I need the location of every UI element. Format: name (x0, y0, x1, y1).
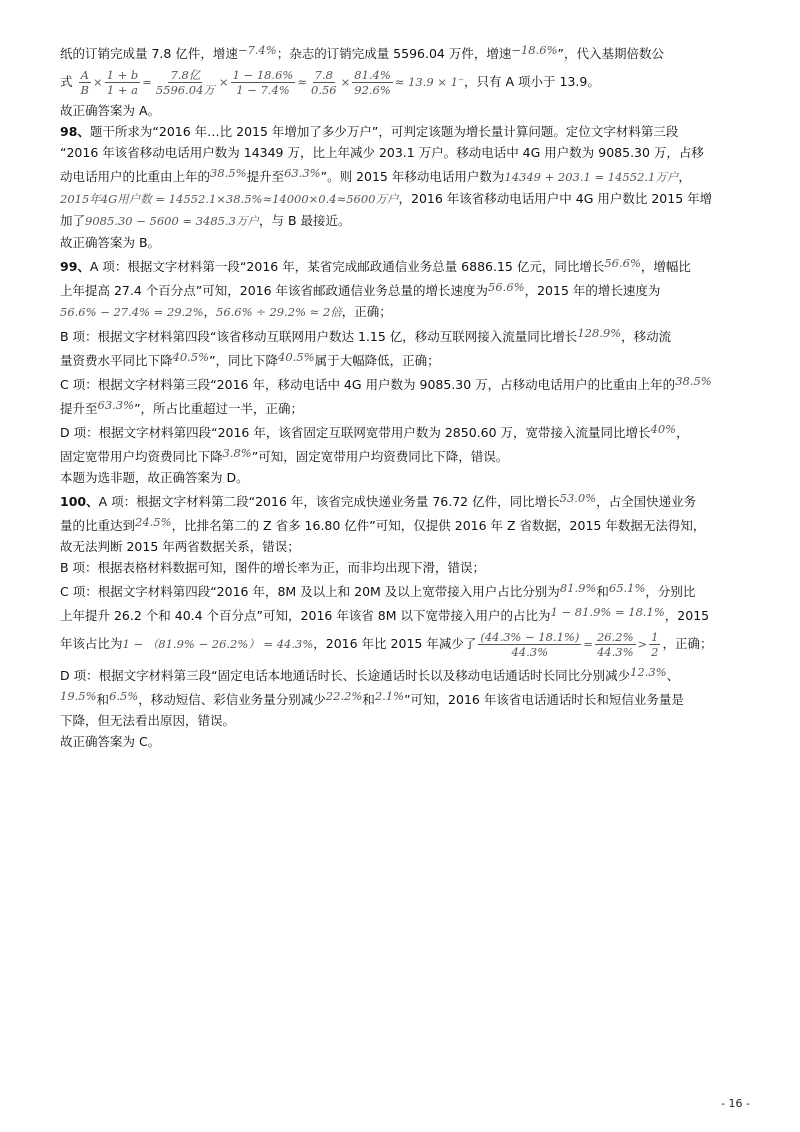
fraction (478, 630, 581, 659)
text-line (60, 210, 750, 232)
text-line (60, 602, 750, 626)
text-line (60, 40, 750, 64)
formula: −7.4% (237, 43, 277, 57)
text: D 项：根据文字材料第四段“2016 年，该省固定互联网宽带用户数为 2850.60 万，宽带接入流量同比增长 (60, 425, 651, 440)
text: 题干所求为“2016 年…比 2015 年增加了多少万户”，可判定该题为增长量计算问题。定位文字材料第三段 (89, 124, 679, 139)
formula: 40% (650, 422, 677, 436)
denominator: 1 + a (106, 83, 138, 97)
formula: 56.6% ÷ 29.2% ≈ 2倍 (216, 305, 342, 319)
text: 上年提升 26.2 个和 40.4 个百分点”可知，2016 年该省 8M 以下宽带接入用户的占比为 (60, 608, 551, 623)
text: ”，所占比重超过一半，正确； (134, 401, 304, 416)
text: 、 (666, 668, 680, 683)
text: 年该占比为 (60, 636, 123, 651)
formula-line (60, 626, 750, 662)
text: ， (203, 304, 217, 319)
numerator: 81.4% (354, 68, 391, 82)
text: 提升至 (60, 401, 98, 416)
text: 固定宽带用户均资费同比下降 (60, 449, 223, 464)
text-line (60, 443, 750, 467)
text: ”。则 2015 年移动电话用户数为 (320, 169, 505, 184)
numerator: 1 − 18.6% (232, 68, 294, 82)
text: B 项：根据文字材料第四段“该省移动互联网用户数达 1.15 亿，移动互联网接入流量同比增长 (60, 329, 578, 344)
text-line (60, 419, 750, 443)
text: ，增幅比 (640, 259, 691, 274)
text: A 项：根据文字材料第二段“2016 年，该省完成快递业务量 76.72 亿件，同比增长 (98, 494, 560, 509)
denominator: B (80, 83, 89, 97)
text: ，移动流 (621, 329, 672, 344)
operator: × (92, 75, 103, 89)
text-line (60, 163, 750, 188)
text: 式 (60, 74, 73, 89)
formula: −18.6% (511, 43, 558, 57)
text: ”可知，2016 年该省电话通话时长和短信业务量是 (404, 692, 684, 707)
text: ，正确； (662, 636, 713, 651)
fraction (79, 68, 91, 97)
text-line: “2016 年该省移动电话用户数为 14349 万，比上年减少 203.1 万户。移动电话中 4G 用户数为 9085.30 万，占移 (60, 145, 704, 160)
text-line (60, 323, 750, 347)
formula: 3.8% (222, 446, 252, 460)
numerator: 1 + b (106, 68, 139, 82)
text: A 项：根据文字材料第一段“2016 年，某省完成邮政通信业务总量 6886.15 亿元，同比增长 (89, 259, 605, 274)
text-line: B 项：根据表格材料数据可知，图件的增长率为正，而非均出现下滑，错误； (60, 560, 486, 575)
text: 动电话用户的比重由上年的 (60, 169, 211, 184)
text-line (60, 662, 750, 686)
formula: 56.6% (604, 256, 641, 270)
denominator: 44.3% (596, 645, 634, 659)
fraction (231, 68, 296, 97)
operator: ≈ (297, 75, 307, 89)
formula: 63.3% (97, 398, 135, 412)
text: ，2015 (664, 608, 710, 623)
text: ，正确； (341, 304, 392, 319)
answer-line: 本题为选非题，故正确答案为 D。 (60, 470, 249, 485)
formula: 6.5% (109, 689, 139, 703)
text-line: 下降，但无法看出原因，错误。 (60, 713, 236, 728)
text: 纸的订销完成量 7.8 亿件，增速 (60, 46, 238, 61)
text: 量资费水平同比下降 (60, 353, 173, 368)
operator: × (340, 75, 351, 89)
text-line (60, 277, 750, 301)
text: D 项：根据文字材料第三段“固定电话本地通话时长、长途通话时长以及移动电话通话时长同比分别减少 (60, 668, 631, 683)
denominator: 0.56 (311, 83, 337, 97)
text-line (60, 578, 750, 602)
question-99 (60, 253, 750, 277)
text-line (60, 188, 750, 210)
text: ，与 B 最接近。 (258, 213, 351, 228)
fraction (309, 68, 339, 97)
formula: 128.9% (577, 326, 622, 340)
text: ；杂志的订销完成量 5596.04 万件，增速 (276, 46, 512, 61)
text-line (60, 301, 750, 323)
fraction (595, 630, 636, 659)
text-line (60, 512, 750, 536)
numerator: 1 (651, 630, 659, 644)
formula: 40.5% (172, 350, 210, 364)
formula: 1 − 81.9% = 18.1% (550, 605, 665, 619)
text: ，分别比 (645, 584, 696, 599)
text: ”，代入基期倍数公 (557, 46, 664, 61)
text: ，2016 年比 2015 年减少了 (313, 636, 477, 651)
text: 加了 (60, 213, 86, 228)
text-line (60, 371, 750, 395)
text: ，移动短信、彩信业务量分别减少 (138, 692, 326, 707)
text-line (60, 686, 750, 710)
operator: = (142, 75, 152, 89)
text-line (60, 395, 750, 419)
answer-line: 故正确答案为 A。 (60, 103, 161, 118)
formula: 22.2% (325, 689, 363, 703)
text: 和 (362, 692, 375, 707)
text: ， (676, 425, 689, 440)
page-number: - 16 - (721, 1097, 750, 1110)
numerator: (44.3% − 18.1%) (480, 630, 580, 644)
formula: 40.5% (278, 350, 315, 364)
text: C 项：根据文字材料第三段“2016 年，移动电话中 4G 用户数为 9085.30 万，占移动电话用户的比重由上年的 (60, 377, 676, 392)
fraction (105, 68, 141, 97)
formula: 19.5% (60, 689, 97, 703)
text: 和 (596, 584, 609, 599)
formula: 53.0% (559, 491, 597, 505)
formula-line (60, 64, 750, 100)
formula: 65.1% (608, 581, 646, 595)
formula: 24.5% (135, 515, 172, 529)
formula: 56.6% − 27.4% = 29.2% (60, 305, 204, 319)
denominator: 44.3% (511, 645, 549, 659)
formula: 2.1% (374, 689, 405, 703)
question-number: 100、 (60, 494, 99, 509)
denominator: 92.6% (354, 83, 391, 97)
text: ， (678, 169, 691, 184)
text-line: 故无法判断 2015 年两省数据关系，错误； (60, 539, 300, 554)
formula: 81.9% (559, 581, 597, 595)
numerator: A (80, 68, 89, 82)
numerator: 26.2% (596, 630, 634, 644)
formula: 2015年4G用户数 = 14552.1×38.5%≈14000×0.4≈5600万户 (60, 192, 399, 206)
operator: = (583, 637, 593, 651)
formula: 12.3% (630, 665, 667, 679)
numerator: 7.8 (314, 68, 333, 82)
formula: 63.3% (284, 166, 321, 180)
formula: 1 − （81.9% − 26.2%） = 44.3% (122, 637, 314, 651)
text: 属于大幅降低，正确； (314, 353, 440, 368)
text: ，2016 年该省移动电话用户中 4G 用户数比 2015 年增 (398, 191, 713, 206)
text-line (60, 347, 750, 371)
operator: > (637, 637, 648, 651)
text: ”可知，固定宽带用户均资费同比下降，错误。 (251, 449, 509, 464)
formula: 14349 + 203.1 = 14552.1万户 (504, 170, 679, 184)
answer-line: 故正确答案为 C。 (60, 734, 161, 749)
text: 和 (96, 692, 110, 707)
answer-line: 故正确答案为 B。 (60, 235, 161, 250)
denominator: 5596.04万 (155, 83, 215, 97)
formula: 56.6% (488, 280, 525, 294)
operator: × (218, 75, 229, 89)
question-98 (60, 121, 750, 142)
question-number: 98、 (60, 124, 90, 139)
text: 提升至 (246, 169, 285, 184)
operator: ≈ 13.9 × 1⁻ (394, 75, 465, 89)
formula: 9085.30 − 5600 = 3485.3万户 (85, 214, 259, 228)
answer-explanation-page (60, 40, 750, 752)
numerator: 7.8亿 (170, 68, 201, 82)
formula: 38.5% (210, 166, 247, 180)
text: ，2015 年的增长速度为 (524, 283, 661, 298)
denominator: 1 − 7.4% (236, 83, 290, 97)
text: ，占全国快递业务 (596, 494, 697, 509)
formula: 38.5% (675, 374, 712, 388)
fraction (154, 68, 217, 97)
text: ，只有 A 项小于 13.9。 (464, 74, 600, 89)
text: C 项：根据文字材料第四段“2016 年，8M 及以上和 20M 及以上宽带接入用户占比分别为 (60, 584, 560, 599)
fraction (649, 630, 660, 659)
denominator: 2 (651, 645, 659, 659)
fraction (352, 68, 393, 97)
question-100 (60, 488, 750, 512)
text: 上年提高 27.4 个百分点”可知，2016 年该省邮政通信业务总量的增长速度为 (60, 283, 489, 298)
question-number: 99、 (60, 259, 90, 274)
text: 量的比重达到 (60, 518, 136, 533)
text: ”，同比下降 (209, 353, 279, 368)
text: ，比排名第二的 Z 省多 16.80 亿件”可知，仅提供 2016 年 Z 省数据，2015 年数据无法得知， (171, 518, 706, 533)
